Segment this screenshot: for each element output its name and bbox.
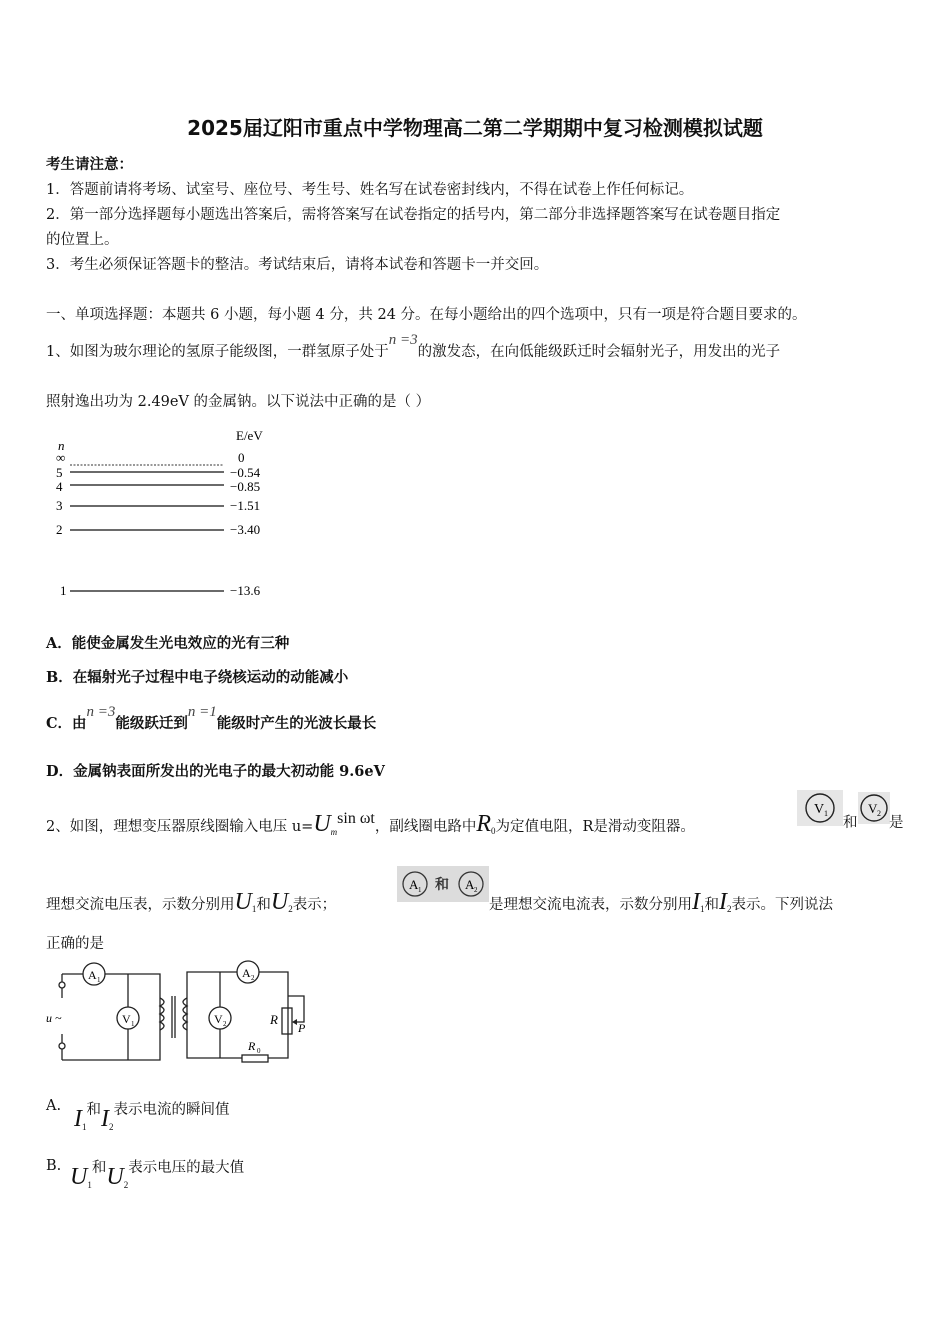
voltmeter-v1-image	[797, 790, 843, 826]
q1-option-c-text: C．由	[46, 715, 87, 732]
meter-sub: 1	[418, 886, 422, 894]
q2-option-b-letter: B.	[46, 1158, 62, 1174]
r-label: R	[270, 1012, 278, 1027]
notice-item: 1．答题前请将考场、试室号、座位号、考生号、姓名写在试卷密封线内，不得在试卷上作任何标记。	[46, 182, 694, 198]
q2-stem-line2-cont	[489, 889, 833, 916]
page-title: 2025届辽阳市重点中学物理高二第二学期期中复习检测模拟试题	[187, 116, 763, 140]
v2-letter: V	[214, 1012, 223, 1026]
q1-option-a: A．能使金属发生光电效应的光有三种	[46, 635, 290, 652]
level-e-1: −13.6	[230, 583, 261, 598]
meter-letter: V	[868, 801, 878, 816]
q1-math-n3: n =3	[388, 332, 418, 348]
level-n-3: 3	[56, 498, 63, 513]
q2-text: 表示；	[292, 897, 337, 913]
section-heading: 一、单项选择题：本题共 6 小题，每小题 4 分，共 24 分。在每小题给出的四个选项中，只有一项是符合题目要求的。	[46, 307, 807, 323]
q2-math-sub: 1	[251, 904, 257, 914]
meter-letter: A	[409, 877, 419, 892]
q2-math-sub: 2	[123, 1180, 129, 1190]
rheostat	[282, 1008, 292, 1034]
q2-math-sub: 0	[491, 826, 496, 836]
v2-sub: 2	[223, 1020, 227, 1028]
q2-math-sub: m	[330, 827, 338, 837]
a2-sub: 2	[251, 974, 255, 982]
q1-option-c-math: n =1	[187, 704, 217, 720]
q2-text: 是	[889, 815, 904, 831]
q2-math-u: U	[106, 1164, 124, 1190]
v1-letter: V	[122, 1012, 131, 1026]
primary-wire	[62, 974, 160, 1060]
q2-text: 2、如图，理想变压器原线圈输入电压 u=	[46, 819, 314, 835]
q2-option-b-text: 表示电压的最大值	[128, 1160, 245, 1176]
q2-math-i: I	[692, 889, 700, 915]
q1-option-c-text: 能级跃迁到	[115, 715, 188, 732]
q1-stem-line2: 照射逸出功为 2.49eV 的金属钠。以下说法中正确的是（ ）	[46, 394, 431, 410]
q2-math-sub: 2	[288, 904, 293, 914]
q1-option-c-text: 能级时产生的光波长最长	[216, 715, 377, 732]
q2-math-sub: 1	[87, 1180, 92, 1190]
energy-level-diagram	[46, 424, 286, 604]
meter-sub: 2	[474, 886, 478, 894]
q2-stem-line2	[46, 889, 336, 916]
q2-math-u: U	[234, 889, 252, 915]
q2-option-b	[70, 1158, 245, 1190]
q2-text: ，副线圈电路中	[374, 819, 477, 835]
q1-stem-suffix: 的激发态，在向低能级跃迁时会辐射光子，用发出的光子	[417, 344, 781, 360]
q2-math-sub: 1	[82, 1122, 87, 1132]
meter-letter: V	[814, 802, 825, 817]
q2-math-sin: sin ωt	[337, 810, 375, 827]
q2-text: 和	[91, 1160, 107, 1176]
q2-math-sub: 2	[727, 904, 732, 914]
q2-text: 和	[86, 1102, 101, 1118]
q2-math-i: I	[74, 1106, 82, 1132]
n-axis-label: n	[58, 438, 65, 453]
terminal	[59, 982, 65, 988]
q2-math-i: I	[101, 1106, 109, 1132]
q2-text: 表示。下列说法	[731, 897, 833, 913]
q2-text: 是理想交流电流表，示数分别用	[489, 897, 692, 913]
e-axis-label: E/eV	[236, 428, 263, 443]
slider-wire	[288, 996, 304, 1022]
level-n-4: 4	[56, 479, 63, 494]
q2-text: 和	[843, 815, 858, 831]
level-e-3: −1.51	[230, 498, 261, 513]
transformer-circuit-diagram	[46, 958, 316, 1073]
q2-text: 和	[256, 897, 271, 913]
q2-math-i: I	[719, 889, 727, 915]
a2-letter: A	[242, 966, 251, 980]
u-label: u ~	[46, 1011, 62, 1025]
slider-arrow	[292, 1019, 297, 1025]
meter-letter: A	[465, 877, 475, 892]
q2-stem-line1	[46, 811, 695, 838]
level-n-5: 5	[56, 465, 63, 480]
a1-sub: 1	[97, 976, 101, 984]
q2-math-r: R	[476, 811, 491, 837]
q2-option-a-text: 表示电流的瞬间值	[113, 1102, 230, 1118]
level-e-4: −0.85	[230, 479, 261, 494]
meter-sub: 1	[824, 809, 828, 818]
q2-text: 理想交流电压表，示数分别用	[46, 897, 235, 913]
terminal	[59, 1043, 65, 1049]
v1-sub: 1	[131, 1020, 135, 1028]
q2-math-sub: 1	[700, 904, 705, 914]
level-e-inf: 0	[238, 450, 245, 465]
q2-math-u: U	[313, 811, 331, 837]
notice-item: 的位置上。	[46, 232, 119, 248]
q1-option-c	[46, 704, 377, 733]
q2-text: 和	[704, 897, 719, 913]
level-n-1: 1	[60, 583, 67, 598]
q2-stem-line3: 正确的是	[46, 936, 104, 952]
ammeters-image	[397, 866, 489, 902]
notice-item: 3．考生必须保证答题卡的整洁。考试结束后，请将本试卷和答题卡一并交回。	[46, 257, 549, 273]
meter-sub: 2	[877, 809, 881, 818]
q1-option-d: D．金属钠表面所发出的光电子的最大初动能 9.6eV	[46, 763, 385, 780]
r0-label: R	[248, 1039, 256, 1053]
p-label: P	[298, 1021, 306, 1035]
meter-and: 和	[435, 878, 449, 893]
q2-math-sub: 2	[109, 1122, 114, 1132]
resistor-r0	[242, 1055, 268, 1062]
q1-option-c-math: n =3	[86, 704, 116, 720]
level-n-2: 2	[56, 522, 63, 537]
q2-math-u: U	[270, 889, 289, 915]
level-e-5: −0.54	[230, 465, 261, 480]
r0-sub: 0	[257, 1047, 261, 1055]
voltmeter-v2-image	[858, 792, 890, 824]
notice-heading: 考生请注意：	[46, 156, 133, 173]
q2-option-a	[74, 1100, 230, 1132]
level-n-inf: ∞	[56, 450, 66, 465]
level-e-2: −3.40	[230, 522, 261, 537]
q1-option-b: B．在辐射光子过程中电子绕核运动的动能减小	[46, 669, 349, 686]
q1-stem-prefix: 1、如图为玻尔理论的氢原子能级图，一群氢原子处于	[46, 344, 389, 360]
notice-item: 2．第一部分选择题每小题选出答案后，需将答案写在试卷指定的括号内，第二部分非选择题答案写在试卷题目指定	[46, 207, 781, 223]
q2-text: 为定值电阻，R是滑动变阻器。	[495, 819, 695, 835]
q1-stem	[46, 332, 781, 361]
q2-math-u: U	[70, 1164, 88, 1190]
q2-option-a-letter: A.	[46, 1098, 62, 1114]
a1-letter: A	[88, 968, 97, 982]
